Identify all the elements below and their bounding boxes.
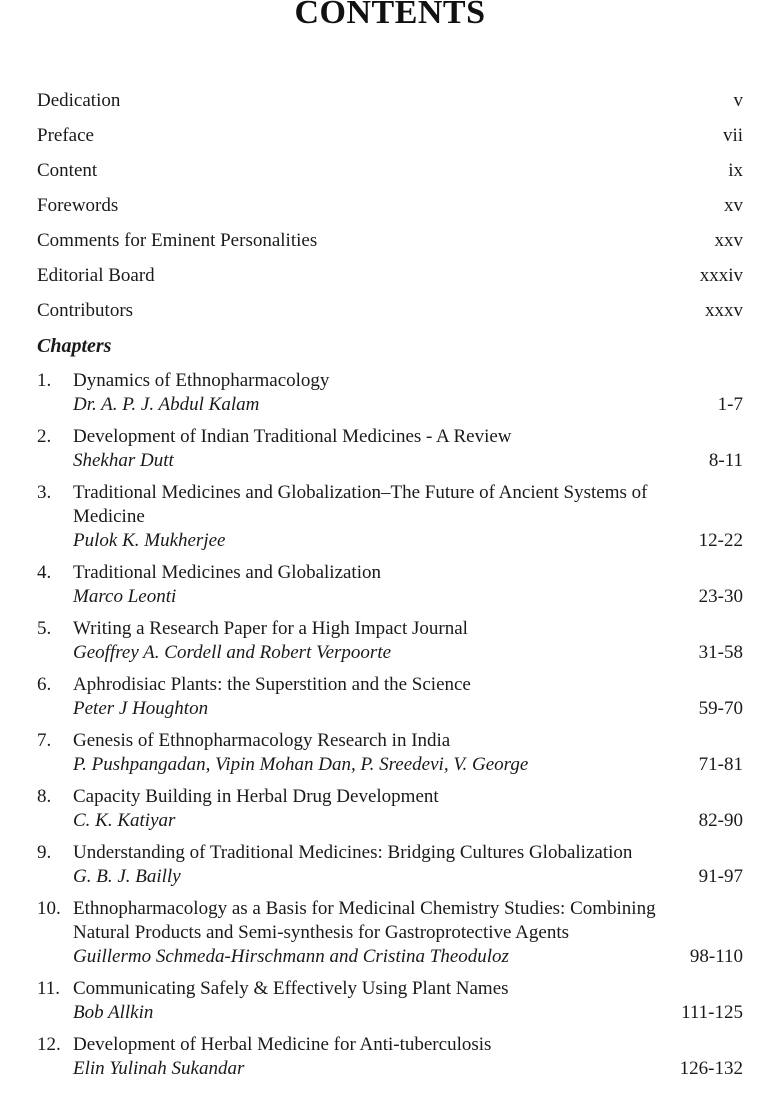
chapter-pages: 31-58 (698, 642, 743, 663)
toc-entry-comments (37, 228, 743, 263)
chapters-heading: Chapters (37, 335, 112, 357)
chapter-entry (37, 785, 743, 833)
chapter-title: Traditional Medicines and Globalization (73, 562, 381, 583)
chapter-author: Shekhar Dutt (73, 450, 174, 471)
chapter-number: 12. (37, 1034, 61, 1055)
chapter-number: 3. (37, 482, 52, 503)
chapter-author: Bob Allkin (73, 1002, 154, 1023)
chapter-title: Ethnopharmacology as a Basis for Medicinal Chemistry Studies: Combining Natural Products and Semi-synthesis for Gastroprotective Agents (73, 898, 656, 943)
chapter-author: Elin Yulinah Sukandar (73, 1058, 245, 1079)
chapter-pages: 91-97 (698, 866, 743, 887)
chapter-title: Dynamics of Ethnopharmacology (73, 370, 330, 391)
chapter-entry (37, 617, 743, 665)
chapter-number: 7. (37, 730, 52, 751)
chapter-pages: 98-110 (689, 946, 743, 967)
chapter-author: Geoffrey A. Cordell and Robert Verpoorte (73, 642, 392, 663)
chapter-author: Dr. A. P. J. Abdul Kalam (73, 394, 260, 415)
chapter-entry (37, 425, 743, 473)
chapter-title: Understanding of Traditional Medicines: Bridging Cultures Globalization (73, 842, 633, 863)
chapter-entry (37, 481, 743, 553)
chapter-entry (37, 729, 743, 777)
chapter-pages: 82-90 (698, 810, 743, 831)
chapter-title: Aphrodisiac Plants: the Superstition and the Science (73, 674, 471, 695)
chapter-entry (37, 977, 743, 1025)
chapter-author: P. Pushpangadan, Vipin Mohan Dan, P. Sreedevi, V. George (73, 754, 529, 775)
entry-page: xv (724, 195, 743, 216)
chapter-author: Marco Leonti (73, 586, 177, 607)
chapter-entry (37, 1033, 743, 1081)
page-title: CONTENTS (294, 0, 486, 31)
chapter-title: Genesis of Ethnopharmacology Research in India (73, 730, 451, 751)
chapter-number: 6. (37, 674, 52, 695)
entry-page: v (733, 90, 743, 111)
chapter-number: 1. (37, 370, 52, 391)
entry-label: Preface (37, 125, 94, 146)
chapter-entry (37, 897, 743, 969)
entry-page: vii (722, 125, 743, 146)
chapter-pages: 12-22 (698, 530, 743, 551)
entry-label: Contributors (37, 300, 134, 321)
chapter-number: 11. (37, 978, 61, 999)
chapter-author: Peter J Houghton (73, 698, 209, 719)
chapter-number: 8. (37, 786, 52, 807)
chapter-author: C. K. Katiyar (73, 810, 176, 831)
entry-page: ix (728, 160, 743, 181)
chapter-entry (37, 673, 743, 721)
chapter-pages: 1-7 (717, 394, 743, 415)
entry-label: Forewords (37, 195, 119, 216)
chapter-pages: 111-125 (681, 1002, 743, 1023)
chapter-entry (37, 841, 743, 889)
chapter-title: Development of Indian Traditional Medicines - A Review (73, 426, 512, 447)
entry-page: xxv (714, 230, 743, 251)
chapter-number: 9. (37, 842, 52, 863)
chapter-number: 2. (37, 426, 52, 447)
chapter-pages: 59-70 (698, 698, 743, 719)
chapter-pages: 23-30 (698, 586, 743, 607)
chapter-pages: 71-81 (698, 754, 743, 775)
entry-label: Content (37, 160, 98, 181)
chapter-entry (37, 561, 743, 609)
entry-page: xxxv (705, 300, 743, 321)
chapter-number: 5. (37, 618, 52, 639)
toc-entry-contributors (37, 298, 743, 333)
chapter-author: Pulok K. Mukherjee (73, 530, 226, 551)
entry-page: xxxiv (699, 265, 743, 286)
chapter-pages: 126-132 (679, 1058, 743, 1079)
chapter-title: Development of Herbal Medicine for Anti-tuberculosis (73, 1034, 492, 1055)
entry-label: Editorial Board (37, 265, 155, 286)
chapter-author: G. B. J. Bailly (73, 866, 181, 887)
chapter-pages: 8-11 (708, 450, 743, 471)
toc-entry-content (37, 158, 743, 193)
entry-label: Comments for Eminent Personalities (37, 230, 318, 251)
toc-entry-preface (37, 123, 743, 158)
chapter-number: 4. (37, 562, 52, 583)
chapter-title: Communicating Safely & Effectively Using Plant Names (73, 978, 509, 999)
chapter-entry (37, 369, 743, 417)
toc-entry-forewords (37, 193, 743, 228)
chapter-list (37, 369, 743, 1089)
chapter-title: Traditional Medicines and Globalization–The Future of Ancient Systems of Medicine (73, 482, 648, 527)
toc-entry-editorial-board (37, 263, 743, 298)
toc-entry-dedication (37, 88, 743, 123)
chapter-title: Capacity Building in Herbal Drug Development (73, 786, 439, 807)
chapter-number: 10. (37, 898, 61, 919)
entry-label: Dedication (37, 90, 121, 111)
front-matter-list (37, 88, 743, 333)
chapter-author: Guillermo Schmeda-Hirschmann and Cristina Theoduloz (73, 946, 509, 967)
chapter-title: Writing a Research Paper for a High Impact Journal (73, 618, 468, 639)
